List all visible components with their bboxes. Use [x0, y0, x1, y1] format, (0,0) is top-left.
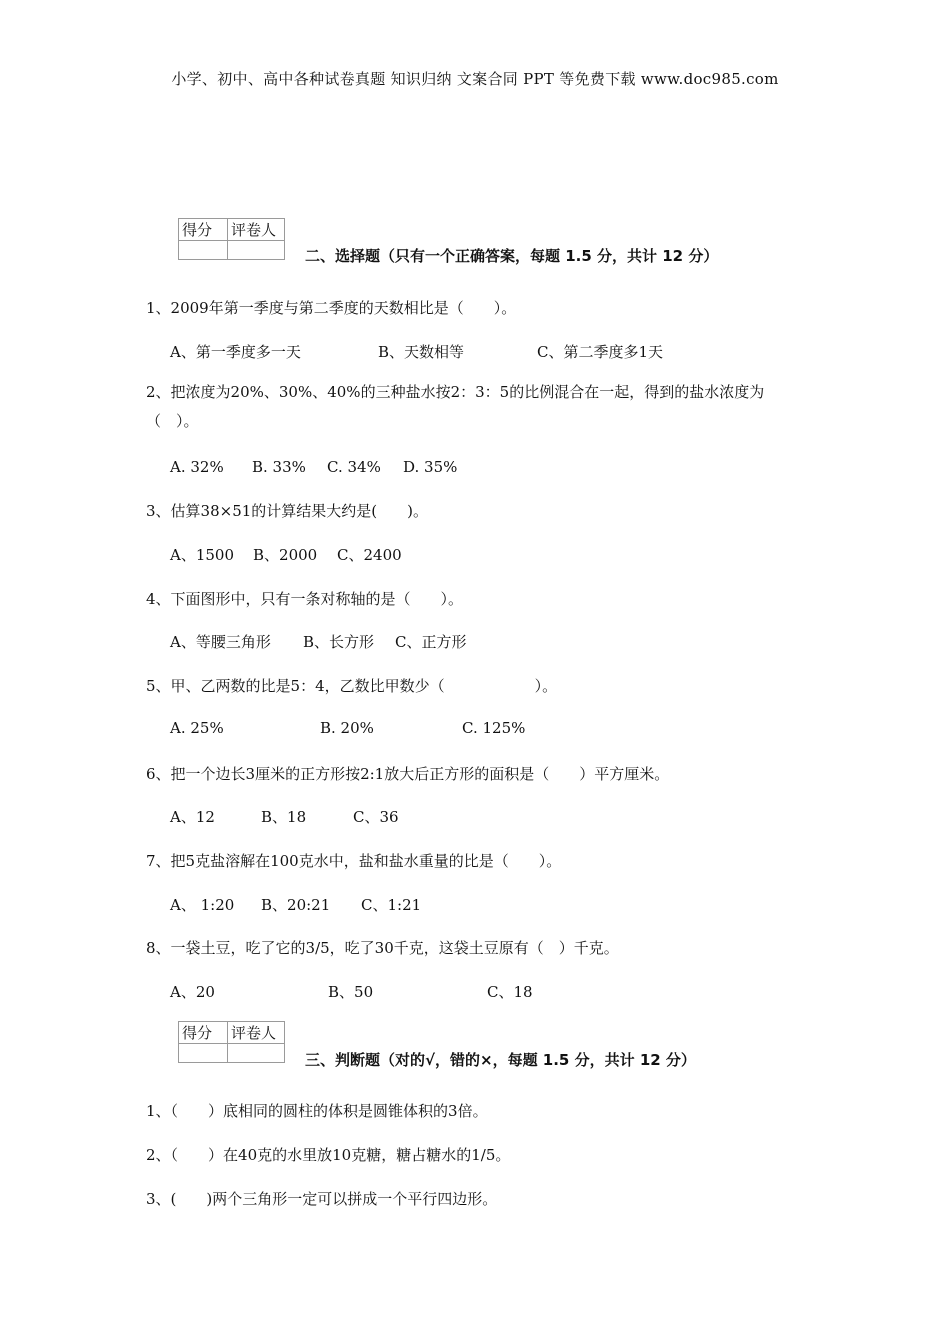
- page-header: 小学、初中、高中各种试卷真题 知识归纳 文案合同 PPT 等免费下载 www.doc985.com: [171, 70, 779, 88]
- option: B、2000: [253, 546, 318, 564]
- option: C. 125%: [462, 719, 526, 737]
- score-cell: [179, 241, 228, 260]
- question: 6、把一个边长3厘米的正方形按2:1放大后正方形的面积是（ ）平方厘米。: [146, 765, 670, 783]
- option: A、第一季度多一天: [170, 343, 301, 361]
- score-box: [178, 1021, 285, 1063]
- option: A. 25%: [170, 719, 224, 737]
- option: C、正方形: [395, 633, 467, 651]
- option: B、天数相等: [378, 343, 465, 361]
- score-box: [178, 218, 285, 260]
- option: A、12: [170, 808, 215, 826]
- score-label: 得分: [179, 1022, 228, 1044]
- option: B. 33%: [252, 458, 306, 476]
- grader-cell: [228, 1044, 285, 1063]
- question: 7、把5克盐溶解在100克水中，盐和盐水重量的比是（ ）。: [146, 852, 562, 870]
- grader-cell: [228, 241, 285, 260]
- score-label: 得分: [179, 219, 228, 241]
- option: B、长方形: [303, 633, 375, 651]
- question: 2、把浓度为20%、30%、40%的三种盐水按2：3：5的比例混合在一起，得到的盐水浓度为（ ）。: [146, 383, 765, 430]
- section-title: 二、选择题（只有一个正确答案，每题 1.5 分，共计 12 分）: [305, 247, 719, 265]
- question: 4、下面图形中，只有一条对称轴的是（ ）。: [146, 590, 464, 608]
- grader-label: 评卷人: [228, 1022, 285, 1044]
- option: A、 1:20: [170, 896, 235, 914]
- option: C、第二季度多1天: [537, 343, 664, 361]
- option: C、2400: [337, 546, 402, 564]
- score-cell: [179, 1044, 228, 1063]
- question: 8、一袋土豆，吃了它的3/5，吃了30千克，这袋土豆原有（ ）千克。: [146, 939, 619, 957]
- option: C、36: [353, 808, 399, 826]
- option: A、等腰三角形: [170, 633, 271, 651]
- option: B、18: [261, 808, 307, 826]
- option: C、1:21: [361, 896, 422, 914]
- judgement-question: 1、（ ）底相同的圆柱的体积是圆锥体积的3倍。: [146, 1102, 488, 1120]
- option: B、50: [328, 983, 374, 1001]
- option: B. 20%: [320, 719, 374, 737]
- question: 5、甲、乙两数的比是5：4，乙数比甲数少（ ）。: [146, 677, 558, 695]
- option: D. 35%: [403, 458, 458, 476]
- option: A. 32%: [170, 458, 224, 476]
- section-title: 三、判断题（对的√，错的×，每题 1.5 分，共计 12 分）: [305, 1051, 696, 1069]
- judgement-question: 2、（ ）在40克的水里放10克糖，糖占糖水的1/5。: [146, 1146, 511, 1164]
- option: B、20:21: [261, 896, 331, 914]
- judgement-question: 3、( )两个三角形一定可以拼成一个平行四边形。: [146, 1190, 498, 1208]
- option: C、18: [487, 983, 533, 1001]
- option: A、20: [170, 983, 215, 1001]
- grader-label: 评卷人: [228, 219, 285, 241]
- question: 1、2009年第一季度与第二季度的天数相比是（ ）。: [146, 299, 517, 317]
- option: A、1500: [170, 546, 235, 564]
- question: 3、估算38×51的计算结果大约是( )。: [146, 502, 428, 520]
- option: C. 34%: [327, 458, 381, 476]
